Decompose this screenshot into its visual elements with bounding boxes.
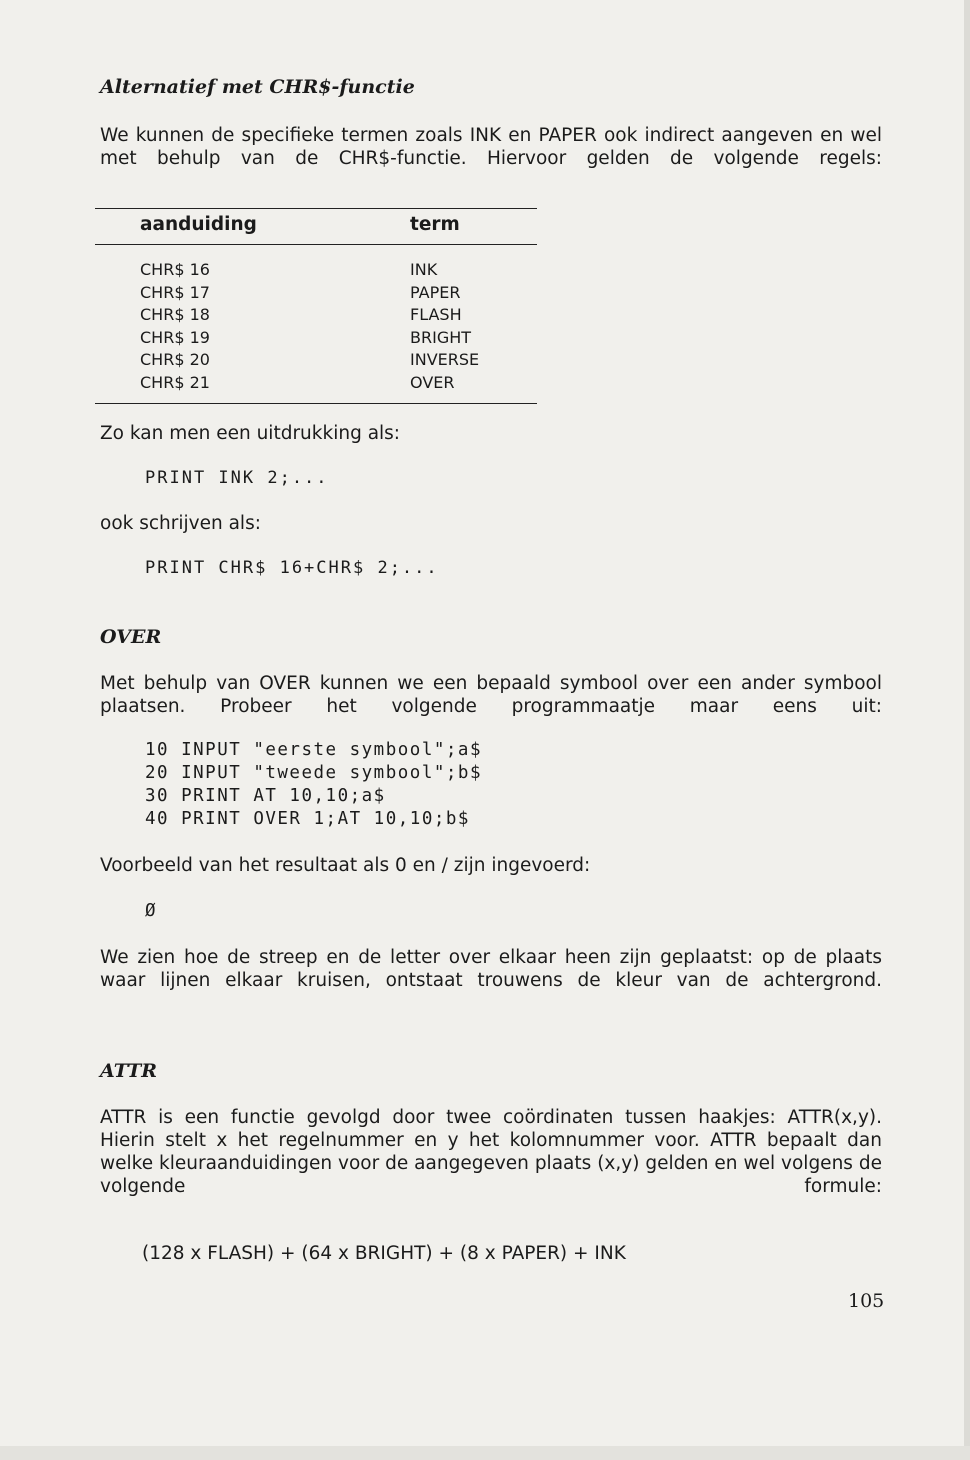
paragraph-over-intro: Met behulp van OVER kunnen we een bepaald symbool over een ander symbool plaatsen. Probeer het volgende programmaatje maar eens uit:: [100, 673, 882, 717]
program-line: 20 INPUT "tweede symbool";b$: [145, 763, 483, 783]
program-line: 40 PRINT OVER 1;AT 10,10;b$: [145, 809, 470, 829]
example-symbol: Ø: [145, 901, 158, 921]
table-cell-code: CHR$ 21: [140, 372, 210, 392]
paragraph-also-write: ook schrijven als:: [100, 513, 261, 534]
table-row: [140, 305, 540, 328]
paragraph-over-outro: We zien hoe de streep en de letter over elkaar heen zijn geplaatst: op de plaats waar lijnen elkaar kruisen, ontstaat trouwens de kleur van de achtergrond.: [100, 947, 882, 991]
program-line: 30 PRINT AT 10,10;a$: [145, 786, 386, 806]
table-cell-term: PAPER: [410, 282, 461, 302]
attr-formula: (128 x FLASH) + (64 x BRIGHT) + (8 x PAPER) + INK: [142, 1243, 626, 1264]
table-header-aanduiding: aanduiding: [140, 214, 257, 235]
table-cell-code: CHR$ 19: [140, 327, 210, 347]
paragraph-example: Voorbeeld van het resultaat als 0 en / zijn ingevoerd:: [100, 855, 591, 876]
heading-over: OVER: [100, 626, 162, 648]
table-row: [140, 373, 540, 396]
table-top-rule: [95, 208, 537, 209]
paragraph-expression: Zo kan men een uitdrukking als:: [100, 423, 401, 444]
table-cell-code: CHR$ 20: [140, 350, 210, 369]
heading-chr-function: Alternatief met CHR$-functie: [100, 76, 415, 98]
page-edge: [964, 0, 970, 1460]
table-cell-term: INVERSE: [410, 350, 480, 369]
table-cell-term: BRIGHT: [410, 327, 472, 347]
code-print-chr: PRINT CHR$ 16+CHR$ 2;...: [145, 558, 439, 578]
table-cell-code: CHR$ 16: [140, 260, 210, 279]
table-cell-term: OVER: [410, 372, 455, 392]
table-row: [140, 350, 540, 373]
heading-attr: ATTR: [100, 1060, 158, 1082]
table-header-term: term: [410, 214, 460, 235]
paragraph-attr-intro: ATTR is een functie gevolgd door twee coördinaten tussen haakjes: ATTR(x,y). Hierin stelt x het regelnummer en y het kolomnummer voor. ATTR bepaalt dan welke kleuraanduidingen voor de aangegeven plaats (x,y) gelden en wel volgens de volgende formule:: [100, 1107, 882, 1197]
table-row: [140, 283, 540, 306]
table-bottom-rule: [95, 403, 537, 404]
table-cell-term: INK: [410, 260, 438, 279]
page-bottom-margin: [0, 1446, 970, 1460]
table-header-rule: [95, 244, 537, 245]
table-cell-term: FLASH: [410, 305, 462, 324]
paragraph-chr-intro: We kunnen de specifieke termen zoals INK en PAPER ook indirect aangeven en wel met behulp van de CHR$-functie. Hiervoor gelden de volgende regels:: [100, 125, 882, 169]
program-line: 10 INPUT "eerste symbool";a$: [145, 740, 483, 760]
page-number: 105: [848, 1290, 885, 1312]
table-row: [140, 260, 540, 283]
table-cell-code: CHR$ 18: [140, 305, 210, 324]
code-print-ink: PRINT INK 2;...: [145, 468, 329, 488]
table-cell-code: CHR$ 17: [140, 282, 210, 302]
table-row: [140, 328, 540, 351]
